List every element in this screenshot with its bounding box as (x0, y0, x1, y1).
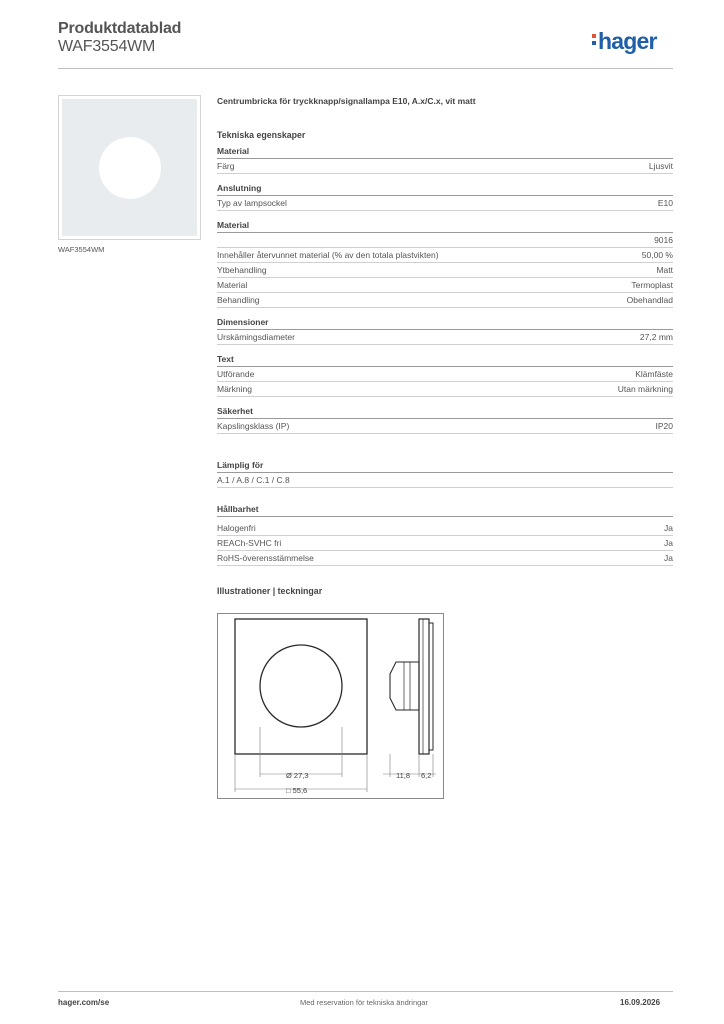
spec-key: Ytbehandling (217, 265, 267, 275)
spec-row (217, 419, 673, 434)
sustainability-key: RoHS-överensstämmelse (217, 553, 314, 563)
sustainability-row (217, 551, 673, 566)
spec-section-title: Säkerhet (217, 406, 673, 419)
document-subtitle: WAF3554WM (58, 38, 156, 55)
spec-row (217, 233, 673, 248)
footer-website[interactable]: hager.com/se (58, 998, 110, 1007)
spec-section (217, 183, 673, 211)
spec-key: Typ av lampsockel (217, 198, 287, 208)
spec-key: Innehåller återvunnet material (% av den totala plastvikten) (217, 250, 439, 260)
spec-key: Kapslingsklass (IP) (217, 421, 290, 431)
product-image (58, 95, 201, 240)
header-divider (58, 68, 673, 69)
spec-section-title: Anslutning (217, 183, 673, 196)
sustainability-row (217, 536, 673, 551)
illustrations-title: Illustrationer | teckningar (217, 586, 323, 596)
spec-row (217, 263, 673, 278)
spec-key: Färg (217, 161, 235, 171)
spec-value: Obehandlad (626, 295, 673, 305)
dim-depth1-label: 11,8 (396, 771, 411, 780)
spec-value: 9016 (654, 235, 673, 245)
spec-key: Material (217, 280, 248, 290)
spec-value: Termoplast (631, 280, 673, 290)
sustainability-key: REACh-SVHC fri (217, 538, 282, 548)
spec-value: 27,2 mm (639, 332, 673, 342)
footer-disclaimer: Med reservation för tekniska ändringar (300, 998, 428, 1007)
sustainability-title: Hållbarhet (217, 504, 673, 517)
spec-value: Matt (656, 265, 673, 275)
sustainability-value: Ja (664, 523, 673, 533)
spec-row (217, 278, 673, 293)
spec-section (217, 406, 673, 434)
spec-panel (217, 96, 673, 599)
dim-depth2-label: 6,2 (421, 771, 432, 780)
sustainability-value: Ja (664, 553, 673, 563)
spec-value: 50,00 % (641, 250, 673, 260)
technical-drawing (217, 613, 444, 799)
spec-row (217, 382, 673, 397)
spec-key: Behandling (217, 295, 260, 305)
spec-row (217, 159, 673, 174)
spec-value: E10 (657, 198, 673, 208)
spec-sections (217, 146, 673, 434)
document-title: Produktdatablad (58, 20, 182, 37)
spec-key: Utförande (217, 369, 255, 379)
logo-text: hager (598, 28, 657, 54)
product-description: Centrumbricka för tryckknapp/signallampa E10, A.x/C.x, vit matt (217, 96, 476, 106)
dim-square-label: □ 55,6 (286, 786, 308, 795)
spec-section (217, 317, 673, 345)
sustainability-section (217, 504, 673, 566)
specs-title: Tekniska egenskaper (217, 130, 306, 140)
hager-logo (592, 28, 657, 55)
spec-row (217, 330, 673, 345)
spec-row (217, 367, 673, 382)
spec-section-title: Dimensioner (217, 317, 673, 330)
spec-row (217, 248, 673, 263)
spec-section-title: Text (217, 354, 673, 367)
suitable-row (217, 473, 673, 488)
sustainability-value: Ja (664, 538, 673, 548)
technical-drawing-svg (218, 614, 443, 798)
spec-value: Utan märkning (617, 384, 673, 394)
spec-key: Urskämingsdiameter (217, 332, 295, 342)
spec-value: Ljusvit (648, 161, 673, 171)
footer-divider (58, 991, 673, 992)
suitable-section (217, 460, 673, 488)
spec-section-title: Material (217, 146, 673, 159)
spec-section (217, 146, 673, 174)
sustainability-row (217, 521, 673, 536)
footer-date: 16.09.2026 (620, 998, 661, 1007)
spec-section (217, 354, 673, 397)
sustainability-key: Halogenfri (217, 523, 256, 533)
spec-row (217, 293, 673, 308)
spec-value: IP20 (655, 421, 673, 431)
spec-row (217, 196, 673, 211)
spec-key: Märkning (217, 384, 252, 394)
suitable-title: Lämplig för (217, 460, 673, 473)
suitable-value: A.1 / A.8 / C.1 / C.8 (217, 475, 290, 485)
logo-colon-icon (592, 31, 598, 48)
spec-section-title: Material (217, 220, 673, 233)
spec-value: Klämfäste (635, 369, 673, 379)
dim-diameter-label: Ø 27,3 (286, 771, 309, 780)
product-image-caption: WAF3554WM (58, 245, 105, 254)
spec-section (217, 220, 673, 308)
